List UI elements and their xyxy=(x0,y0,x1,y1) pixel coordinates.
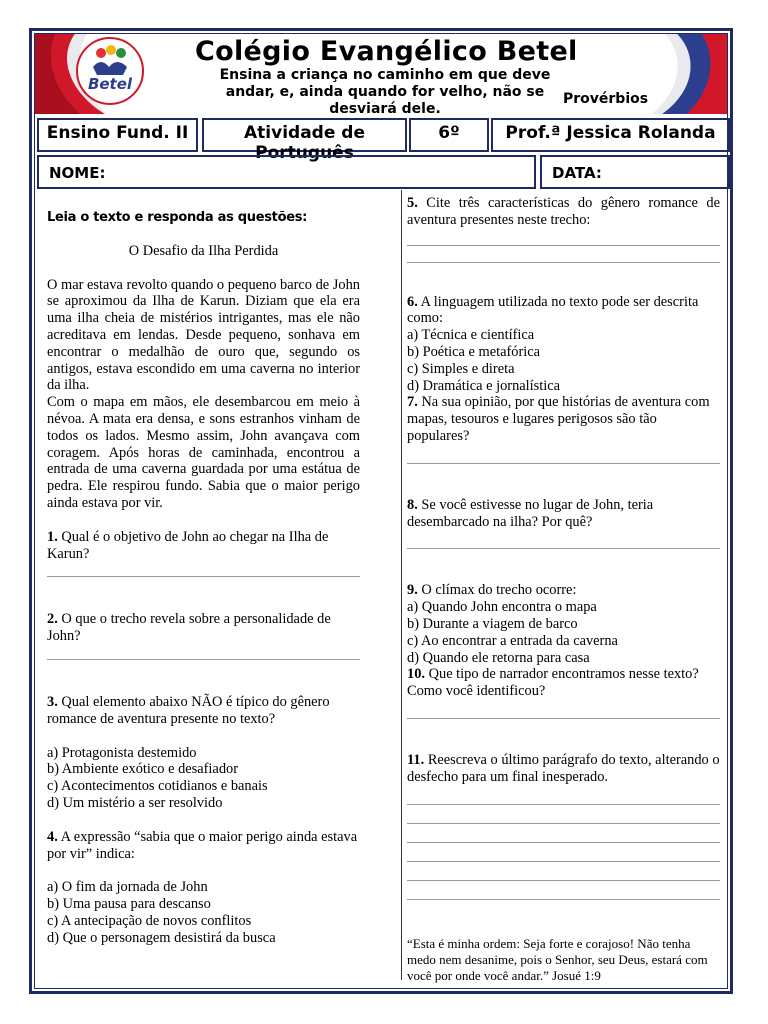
date-label: DATA: xyxy=(552,164,602,182)
question-number: 4. xyxy=(47,828,58,845)
answer-line[interactable] xyxy=(407,899,720,900)
question-text: Qual elemento abaixo NÃO é típico do gênero romance de aventura presente no texto? xyxy=(47,693,330,727)
question-number: 3. xyxy=(47,693,58,710)
motto-reference: Provérbios xyxy=(563,91,649,107)
question-text: Reescreva o último parágrafo do texto, alterando o desfecho para um final inesperado. xyxy=(407,751,720,785)
option[interactable]: c) Acontecimentos cotidianos e banais xyxy=(47,778,268,795)
logo-text: Betel xyxy=(87,75,133,93)
option[interactable]: a) O fim da jornada de John xyxy=(47,879,208,896)
question-text: Na sua opinião, por que histórias de aventura com mapas, tesouros e lugares perigosos são tão populares? xyxy=(407,394,710,444)
option[interactable]: b) Poética e metafórica xyxy=(407,343,541,360)
option[interactable]: b) Ambiente exótico e desafiador xyxy=(47,761,239,778)
answer-line[interactable] xyxy=(407,804,720,805)
option[interactable]: d) Quando ele retorna para casa xyxy=(407,649,590,666)
grade-text: 6º xyxy=(438,123,460,143)
question-1 xyxy=(47,529,360,563)
question-number: 7. xyxy=(407,394,418,411)
question-4 xyxy=(47,829,360,863)
question-text: Cite três características do gênero romance de aventura presentes neste trecho: xyxy=(407,195,720,228)
option[interactable]: d) Um mistério a ser resolvido xyxy=(47,794,223,811)
grade-box xyxy=(409,118,489,152)
question-11 xyxy=(407,752,720,786)
activity-text: Atividade de Português xyxy=(244,123,365,163)
date-field[interactable] xyxy=(540,155,730,189)
option[interactable]: b) Uma pausa para descanso xyxy=(47,896,211,913)
question-8 xyxy=(407,497,720,531)
option[interactable]: d) Que o personagem desistirá da busca xyxy=(47,929,276,946)
question-number: 5. xyxy=(407,195,418,211)
answer-line[interactable] xyxy=(407,842,720,843)
column-divider xyxy=(401,190,402,980)
teacher-box xyxy=(491,118,730,152)
activity-box xyxy=(202,118,407,163)
question-9 xyxy=(407,582,720,599)
question-number: 1. xyxy=(47,528,58,545)
answer-line[interactable] xyxy=(407,262,720,263)
question-number: 11. xyxy=(407,751,425,768)
question-10 xyxy=(407,666,720,700)
question-text: A expressão “sabia que o maior perigo ainda estava por vir” indica: xyxy=(47,828,358,862)
question-number: 9. xyxy=(407,582,418,599)
question-7 xyxy=(407,394,720,444)
answer-line[interactable] xyxy=(407,718,720,719)
question-5 xyxy=(407,195,720,229)
question-text: O que o trecho revela sobre a personalidade de John? xyxy=(47,611,331,645)
question-text: Qual é o objetivo de John ao chegar na Ilha de Karun? xyxy=(47,528,329,562)
question-2 xyxy=(47,611,360,645)
question-text: O clímax do trecho ocorre: xyxy=(421,582,577,599)
option[interactable]: c) Ao encontrar a entrada da caverna xyxy=(407,632,618,649)
instructions: Leia o texto e responda as questões: xyxy=(47,210,308,225)
right-swoosh-decoration xyxy=(647,34,727,114)
answer-line[interactable] xyxy=(407,245,720,246)
level-box xyxy=(37,118,198,152)
question-number: 10. xyxy=(407,666,425,683)
right-column xyxy=(407,195,720,984)
bible-verse: “Esta é minha ordem: Seja forte e corajoso! Não tenha medo nem desanime, pois o Senhor, seu Deus, estará com você por onde você andar.” Josué 1:9 xyxy=(407,935,708,983)
answer-line[interactable] xyxy=(407,548,720,549)
level-text: Ensino Fund. II xyxy=(46,123,189,143)
question-number: 2. xyxy=(47,611,58,628)
option[interactable]: b) Durante a viagem de barco xyxy=(407,615,578,632)
story-title: O Desafio da Ilha Perdida xyxy=(128,242,279,259)
answer-line[interactable] xyxy=(407,861,720,862)
question-text: Que tipo de narrador encontramos nesse texto? Como você identificou? xyxy=(407,666,699,700)
answer-line[interactable] xyxy=(47,576,360,577)
name-label: NOME: xyxy=(49,164,106,182)
left-column xyxy=(47,200,360,947)
question-3 xyxy=(47,694,360,728)
story-paragraph-2: Com o mapa em mãos, ele desembarcou em meio à névoa. A mata era densa, e sons estranhos vinham de todos os lados. Mesmo assim, John avançava com coragem. Após horas de caminhada, encontrou a entrada de uma caverna guardada por uma estátua de pedra. Ele respirou fundo. Sabia que o maior perigo ainda estava por vir. xyxy=(47,394,360,511)
header xyxy=(35,34,727,117)
answer-line[interactable] xyxy=(407,463,720,464)
option[interactable]: d) Dramática e jornalística xyxy=(407,377,561,394)
answer-line[interactable] xyxy=(407,823,720,824)
question-text: Se você estivesse no lugar de John, teria desembarcado na ilha? Por quê? xyxy=(407,496,654,530)
option[interactable]: a) Protagonista destemido xyxy=(47,744,197,761)
option[interactable]: a) Técnica e científica xyxy=(407,327,535,344)
school-name: Colégio Evangélico Betel xyxy=(195,36,578,67)
name-field[interactable] xyxy=(37,155,536,189)
teacher-text: Prof.ª Jessica Rolanda xyxy=(505,123,716,143)
question-6 xyxy=(407,294,720,328)
question-text: A linguagem utilizada no texto pode ser descrita como: xyxy=(407,293,699,327)
question-number: 6. xyxy=(407,293,418,310)
option[interactable]: c) Simples e direta xyxy=(407,360,515,377)
answer-line[interactable] xyxy=(407,880,720,881)
answer-line[interactable] xyxy=(47,659,360,660)
school-logo-icon xyxy=(75,37,145,105)
option[interactable]: c) A antecipação de novos conflitos xyxy=(47,912,252,929)
option[interactable]: a) Quando John encontra o mapa xyxy=(407,599,597,616)
story-paragraph-1: O mar estava revolto quando o pequeno barco de John se aproximou da Ilha de Karun. Diziam que ela era uma ilha cheia de mistérios intrigantes, mas ele não acreditava em lendas. Desde pequeno, sonhava em encontrar o medalhão de ouro que, segundo os antigos, estava escondido em uma caverna no interior da ilha. xyxy=(47,276,360,394)
question-number: 8. xyxy=(407,496,418,513)
school-motto: Ensina a criança no caminho em que deve andar, e, ainda quando for velho, não se desviará dele. xyxy=(219,67,551,117)
